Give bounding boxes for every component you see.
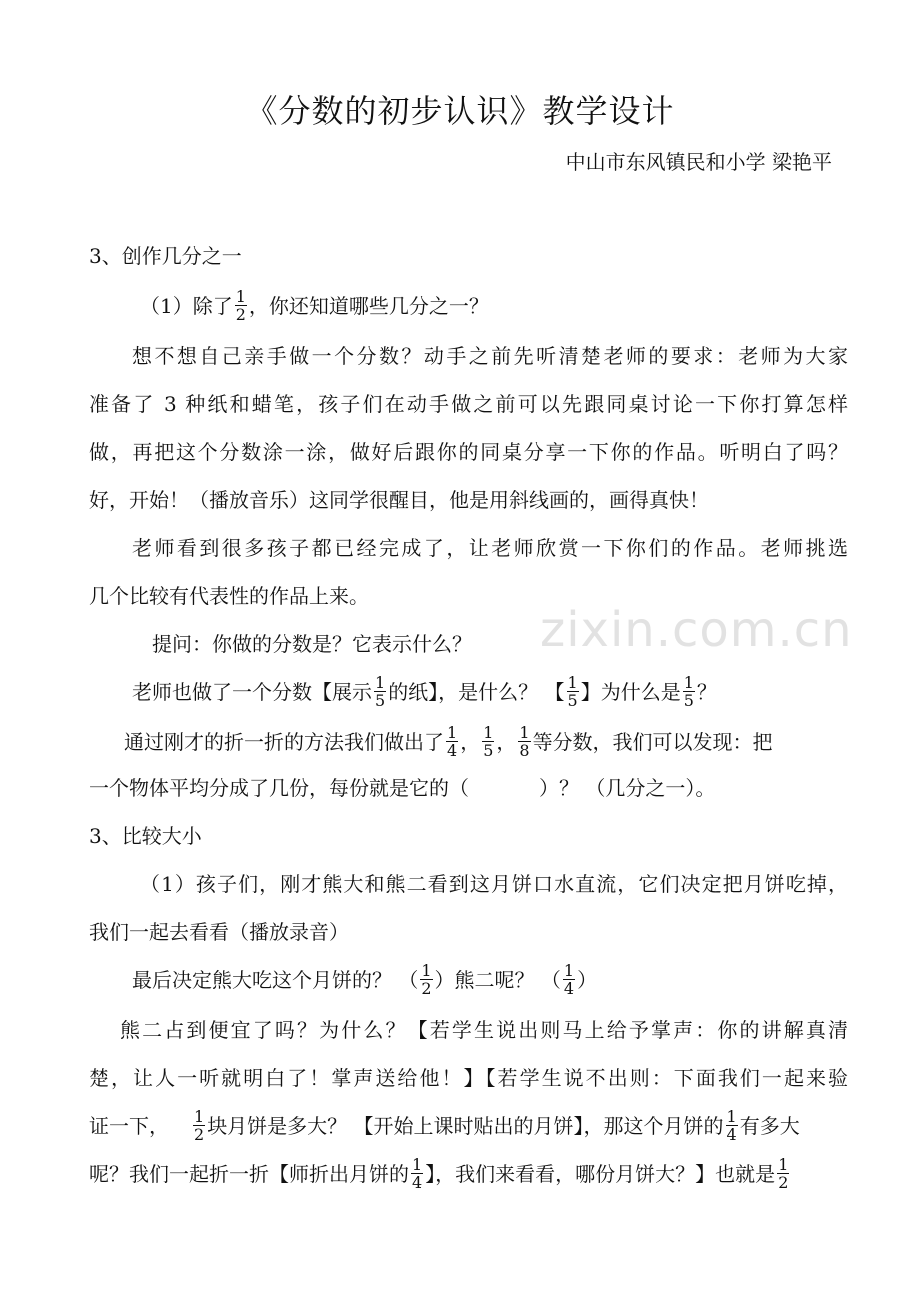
paragraph-line: 熊二占到便宜了吗？为什么？【若学生说出则马上给予掌声：你的讲解真清 bbox=[120, 1018, 848, 1042]
paragraph-line: 准备了 3 种纸和蜡笔，孩子们在动手做之前可以先跟同桌讨论一下你打算怎样 bbox=[89, 392, 848, 416]
paragraph-line bbox=[89, 1107, 800, 1145]
section-heading-compare: 3、比较大小 bbox=[89, 824, 202, 848]
text-run: 最后决定熊大吃这个月饼的？ （ bbox=[132, 968, 419, 992]
paragraph-line: 我们一起去看看（播放录音） bbox=[89, 920, 349, 944]
text-run: ） bbox=[577, 968, 598, 992]
fraction-one-fifth: $\frac{1}{5}$ bbox=[483, 723, 494, 760]
fraction-one-half: $\frac{1}{2}$ bbox=[778, 1155, 789, 1192]
text-run: ， bbox=[496, 730, 517, 754]
text-run: （1）除了 bbox=[140, 294, 233, 318]
fraction-one-half: $\frac{1}{2}$ bbox=[235, 287, 246, 324]
paragraph-line bbox=[89, 1155, 791, 1193]
section-heading-create: 3、创作几分之一 bbox=[89, 244, 242, 268]
text-run: 一个物体平均分成了几份，每份就是它的（ bbox=[89, 776, 469, 800]
fraction-one-fifth: $\frac{1}{5}$ bbox=[683, 673, 694, 710]
paragraph-line bbox=[132, 961, 598, 999]
fraction-one-fifth: $\frac{1}{5}$ bbox=[567, 673, 578, 710]
paragraph-line bbox=[124, 723, 773, 761]
text-run: 】，我们来看看，哪份月饼大？】也就是 bbox=[425, 1162, 776, 1186]
paragraph-line bbox=[89, 774, 715, 802]
fraction-one-quarter: $\frac{1}{4}$ bbox=[563, 961, 575, 998]
text-run: 证一下， bbox=[89, 1114, 169, 1138]
paragraph-line: 楚，让人一听就明白了！掌声送给他！】【若学生说不出则：下面我们一起来验 bbox=[89, 1066, 848, 1090]
text-run: 通过刚才的折一折的方法我们做出了 bbox=[124, 730, 444, 754]
fraction-one-half: $\frac{1}{2}$ bbox=[421, 961, 432, 998]
fraction-one-quarter: $\frac{1}{4}$ bbox=[412, 1155, 423, 1192]
text-run: ， bbox=[460, 730, 481, 754]
text-run: ）？ （几分之一）。 bbox=[539, 776, 716, 800]
text-run: 】为什么是 bbox=[580, 680, 681, 704]
paragraph-line: 做，再把这个分数涂一涂，做好后跟你的同桌分享一下你的作品。听明白了吗？ bbox=[89, 440, 848, 464]
text-run: 呢？我们一起折一折【师折出月饼的 bbox=[89, 1162, 409, 1186]
paragraph-line: 好，开始！（播放音乐）这同学很醒目，他是用斜线画的，画得真快！ bbox=[89, 488, 709, 512]
paragraph-line bbox=[132, 673, 717, 711]
fraction-one-fifth: $\frac{1}{5}$ bbox=[375, 673, 386, 710]
paragraph-line: 老师看到很多孩子都已经完成了，让老师欣赏一下你们的作品。老师挑选 bbox=[132, 536, 848, 560]
fraction-one-half: $\frac{1}{2}$ bbox=[194, 1107, 205, 1144]
document-title: 《分数的初步认识》教学设计 bbox=[245, 92, 675, 130]
fraction-one-quarter: $\frac{1}{4}$ bbox=[447, 723, 458, 760]
text-run: ，你还知道哪些几分之一？ bbox=[248, 294, 489, 318]
question-line: 提问：你做的分数是？它表示什么？ bbox=[152, 632, 472, 656]
text-run: 块月饼是多大？ 【开始上课时贴出的月饼】，那这个月饼的 bbox=[207, 1114, 724, 1138]
text-run: 的纸】，是什么？ 【 bbox=[388, 680, 565, 704]
text-run: 等分数，我们可以发现：把 bbox=[532, 730, 773, 754]
text-run: ？ bbox=[696, 680, 717, 704]
text-run: 有多大 bbox=[739, 1114, 800, 1138]
paragraph-line: 想不想自己亲手做一个分数？动手之前先听清楚老师的要求：老师为大家 bbox=[132, 344, 848, 368]
text-run: ）熊二呢？ （ bbox=[434, 968, 561, 992]
paragraph-line: （1）孩子们，刚才熊大和熊二看到这月饼口水直流，它们决定把月饼吃掉， bbox=[140, 872, 848, 896]
watermark: zixin.com.cn bbox=[540, 602, 853, 658]
author-line: 中山市东风镇民和小学 梁艳平 bbox=[565, 150, 832, 174]
paragraph-line: 几个比较有代表性的作品上来。 bbox=[89, 584, 369, 608]
fraction-one-quarter: $\frac{1}{4}$ bbox=[726, 1107, 737, 1144]
text-run: 老师也做了一个分数【展示 bbox=[132, 680, 372, 704]
fraction-one-eighth: $\frac{1}{8}$ bbox=[519, 723, 530, 760]
paragraph-line bbox=[140, 287, 489, 325]
